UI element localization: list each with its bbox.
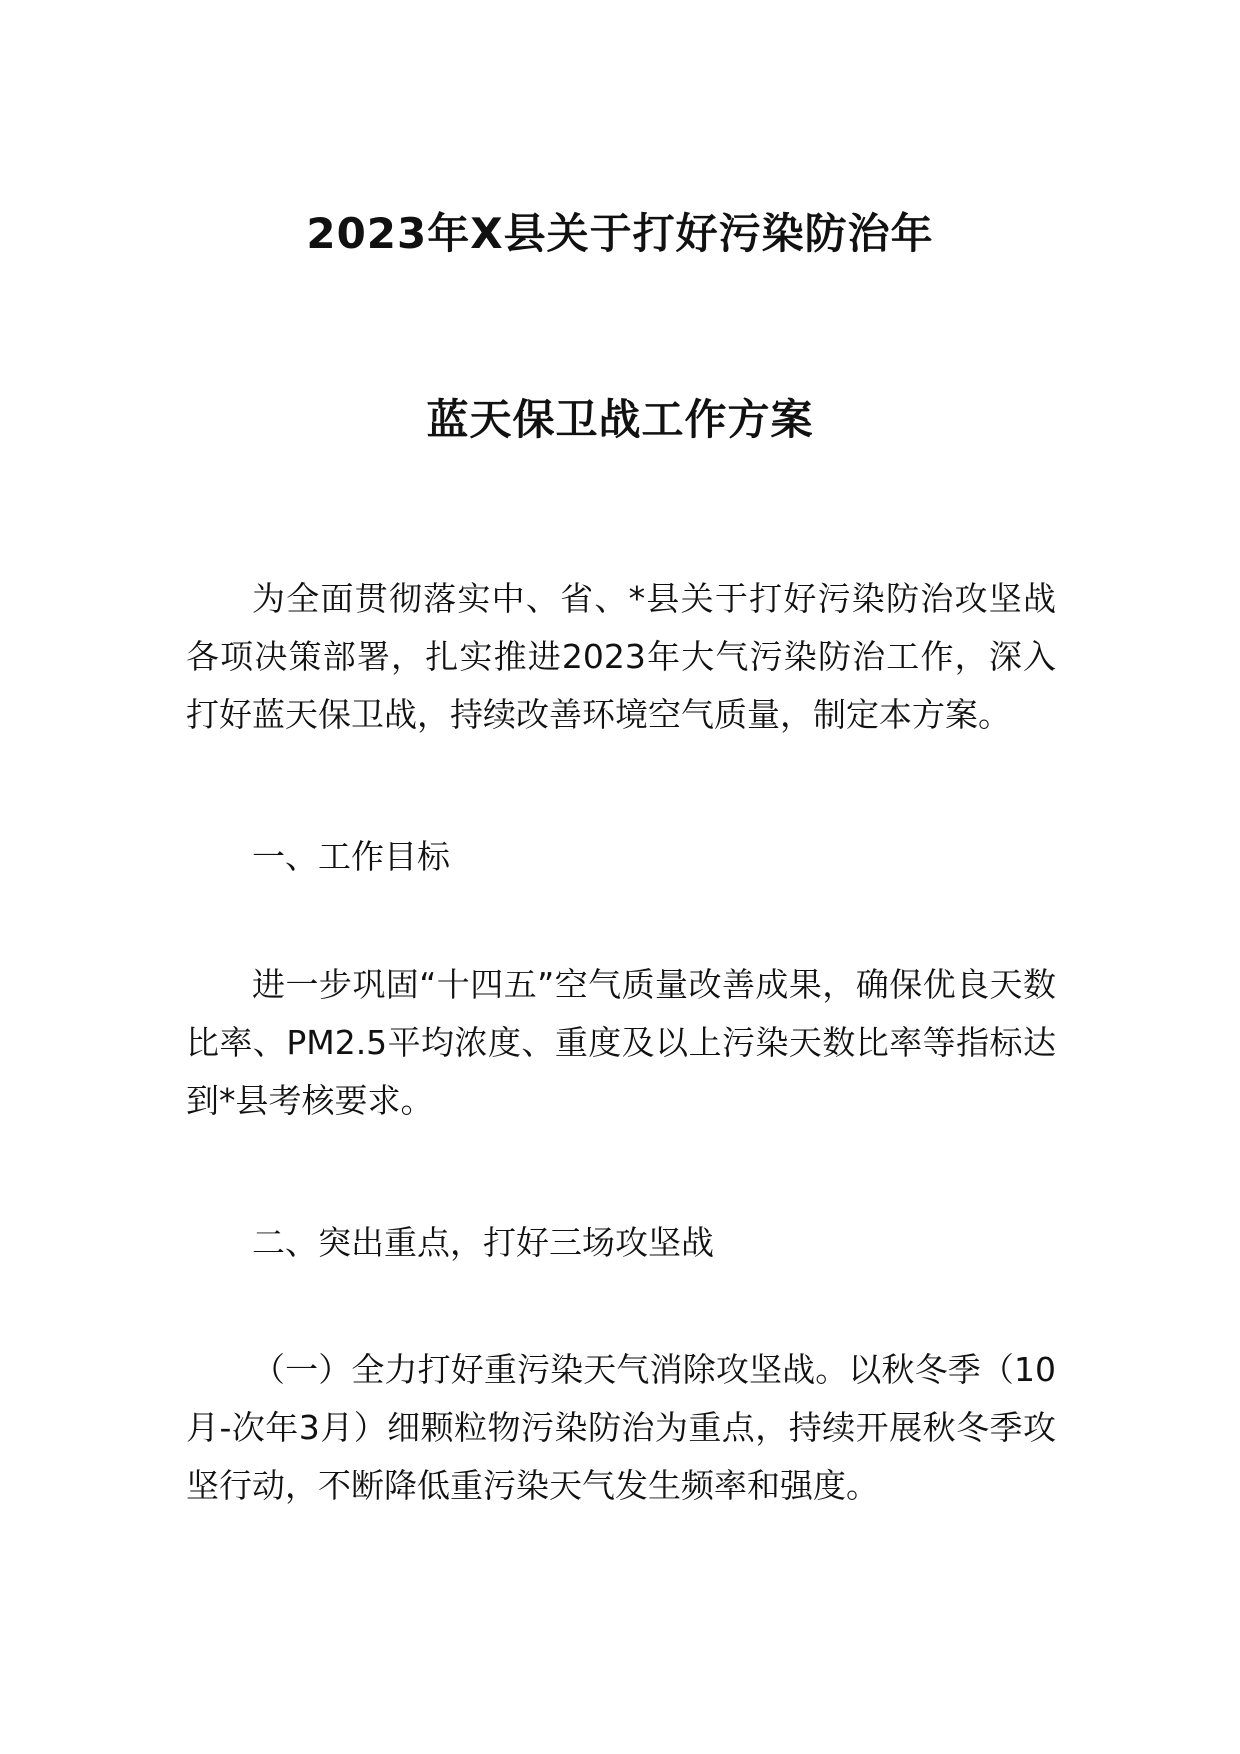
work-goals-paragraph: 进一步巩固“十四五”空气质量改善成果，确保优良天数比率、PM2.5平均浓度、重度及以上污染天数比率等指标达到*县考核要求。 xyxy=(186,965,1056,1120)
document-title-line-2: 蓝天保卫战工作方案 xyxy=(426,395,814,444)
section-heading-key-battles: 二、突出重点，打好三场攻坚战 xyxy=(252,1223,714,1262)
heavy-pollution-paragraph: （一）全力打好重污染天气消除攻坚战。以秋冬季（10月-次年3月）细颗粒物污染防治为重点，持续开展秋冬季攻坚行动，不断降低重污染天气发生频率和强度。 xyxy=(186,1350,1056,1505)
section-heading-work-goals: 一、工作目标 xyxy=(252,837,450,876)
document-title-line-1: 2023年X县关于打好污染防治年 xyxy=(306,209,934,258)
intro-paragraph: 为全面贯彻落实中、省、*县关于打好污染防治攻坚战各项决策部署，扎实推进2023年大气污染防治工作，深入打好蓝天保卫战，持续改善环境空气质量，制定本方案。 xyxy=(186,579,1056,734)
